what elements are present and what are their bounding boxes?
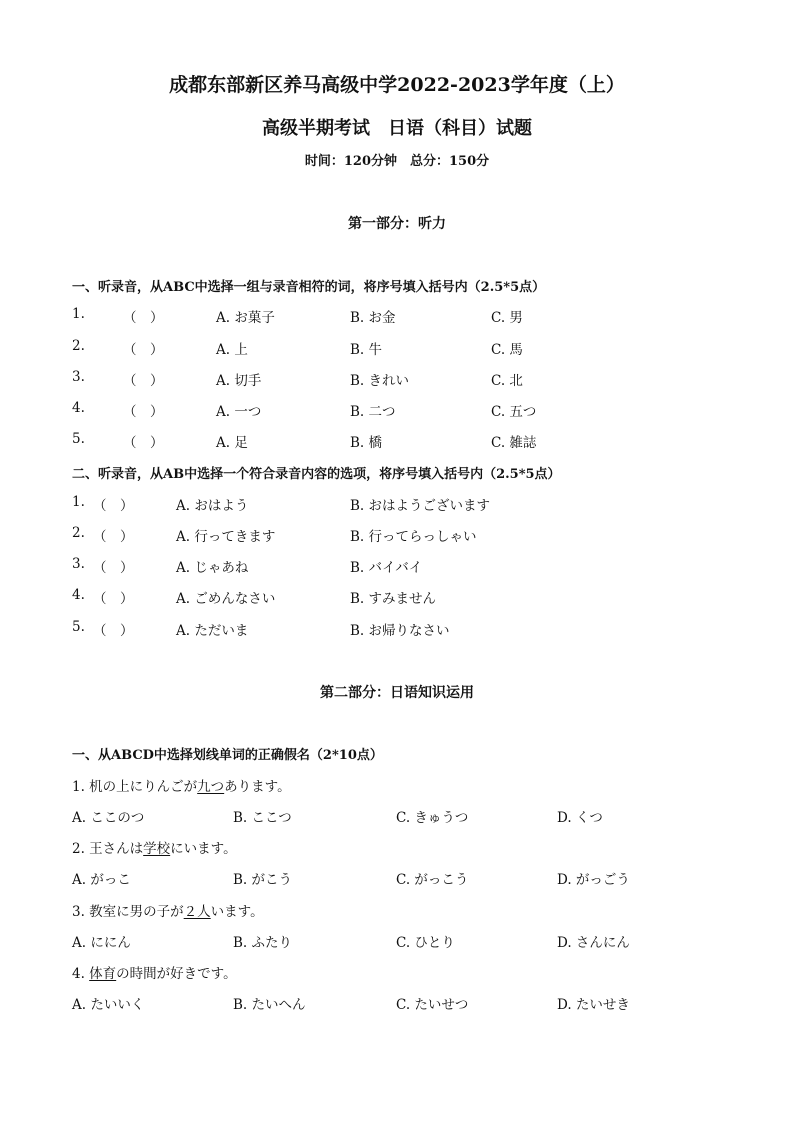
option-a: A. 上 <box>216 342 248 358</box>
option-c: C. 雑誌 <box>491 435 537 451</box>
underlined-word: 九つ <box>197 779 225 795</box>
option-c: C. がっこう <box>396 872 469 888</box>
option-b: B. ふたり <box>233 935 293 951</box>
question-number: 4. <box>72 587 85 603</box>
option-c: C. たいせつ <box>396 997 469 1013</box>
answer-blank[interactable]: （ ） <box>123 310 164 326</box>
option-d: D. たいせき <box>557 997 630 1013</box>
question-number: 4. <box>72 400 85 416</box>
question-stem: 1. 机の上にりんごが九つあります。 <box>72 779 291 795</box>
question-number: 1. <box>72 494 85 510</box>
option-b: B. 牛 <box>350 342 383 358</box>
option-a: A. お菓子 <box>216 310 275 326</box>
exam-title: 成都东部新区养马高级中学2022-2023学年度（上） <box>169 74 625 96</box>
option-a: A. たいいく <box>72 997 145 1013</box>
exam-meta: 时间：120分钟 总分：150分 <box>304 154 490 169</box>
option-b: B. すみません <box>350 591 437 607</box>
option-c: C. 馬 <box>491 342 523 358</box>
option-c: C. 五つ <box>491 404 537 420</box>
answer-blank[interactable]: （ ） <box>93 560 134 576</box>
option-b: B. 橋 <box>350 435 383 451</box>
option-b: B. がこう <box>233 872 293 888</box>
part2-heading: 第二部分：日语知识运用 <box>320 685 474 701</box>
part1-heading: 第一部分：听力 <box>348 216 446 232</box>
option-c: C. きゅうつ <box>396 810 469 826</box>
answer-blank[interactable]: （ ） <box>123 373 164 389</box>
option-a: A. 切手 <box>216 373 262 389</box>
option-d: D. さんにん <box>557 935 630 951</box>
option-a: A. じゃあね <box>176 560 249 576</box>
part1-section2-instruction: 二、听录音，从AB中选择一个符合录音内容的选项，将序号填入括号内（2.5*5点） <box>72 467 561 482</box>
question-stem: 3. 教室に男の子が２人います。 <box>72 904 264 920</box>
option-a: A. 一つ <box>216 404 262 420</box>
option-b: B. お金 <box>350 310 396 326</box>
option-c: C. 北 <box>491 373 523 389</box>
option-b: B. 行ってらっしゃい <box>350 529 477 545</box>
part2-section1-instruction: 一、从ABCD中选择划线单词的正确假名（2*10点） <box>72 748 383 763</box>
question-number: 5. <box>72 431 85 447</box>
option-a: A. ここのつ <box>72 810 145 826</box>
option-a: A. ににん <box>72 935 131 951</box>
option-b: B. おはようございます <box>350 498 491 514</box>
option-d: D. がっごう <box>557 872 630 888</box>
question-number: 5. <box>72 619 85 635</box>
option-b: B. バイバイ <box>350 560 423 576</box>
option-a: A. がっこ <box>72 872 131 888</box>
question-stem: 2. 王さんは学校にいます。 <box>72 841 237 857</box>
option-d: D. くつ <box>557 810 603 826</box>
answer-blank[interactable]: （ ） <box>93 591 134 607</box>
option-c: C. 男 <box>491 310 523 326</box>
answer-blank[interactable]: （ ） <box>123 404 164 420</box>
option-b: B. きれい <box>350 373 410 389</box>
option-a: A. おはよう <box>176 498 249 514</box>
option-a: A. ただいま <box>176 623 249 639</box>
option-b: B. 二つ <box>350 404 396 420</box>
option-b: B. たいへん <box>233 997 306 1013</box>
question-number: 3. <box>72 556 85 572</box>
answer-blank[interactable]: （ ） <box>93 623 134 639</box>
option-b: B. ここつ <box>233 810 292 826</box>
answer-blank[interactable]: （ ） <box>93 529 134 545</box>
answer-blank[interactable]: （ ） <box>93 498 134 514</box>
option-a: A. 足 <box>216 435 248 451</box>
question-number: 1. <box>72 306 85 322</box>
question-number: 3. <box>72 369 85 385</box>
part1-section1-instruction: 一、听录音，从ABC中选择一组与录音相符的词，将序号填入括号内（2.5*5点） <box>72 280 546 295</box>
question-number: 2. <box>72 525 85 541</box>
underlined-word: 体育 <box>89 966 117 982</box>
option-a: A. 行ってきます <box>176 529 276 545</box>
underlined-word: 学校 <box>143 841 171 857</box>
option-a: A. ごめんなさい <box>176 591 276 607</box>
option-c: C. ひとり <box>396 935 455 951</box>
question-stem: 4. 体育の時間が好きです。 <box>72 966 237 982</box>
answer-blank[interactable]: （ ） <box>123 342 164 358</box>
question-number: 2. <box>72 338 85 354</box>
underlined-word: ２人 <box>183 904 211 920</box>
exam-subtitle: 高级半期考试 日语（科目）试题 <box>262 118 532 139</box>
option-b: B. お帰りなさい <box>350 623 450 639</box>
answer-blank[interactable]: （ ） <box>123 435 164 451</box>
